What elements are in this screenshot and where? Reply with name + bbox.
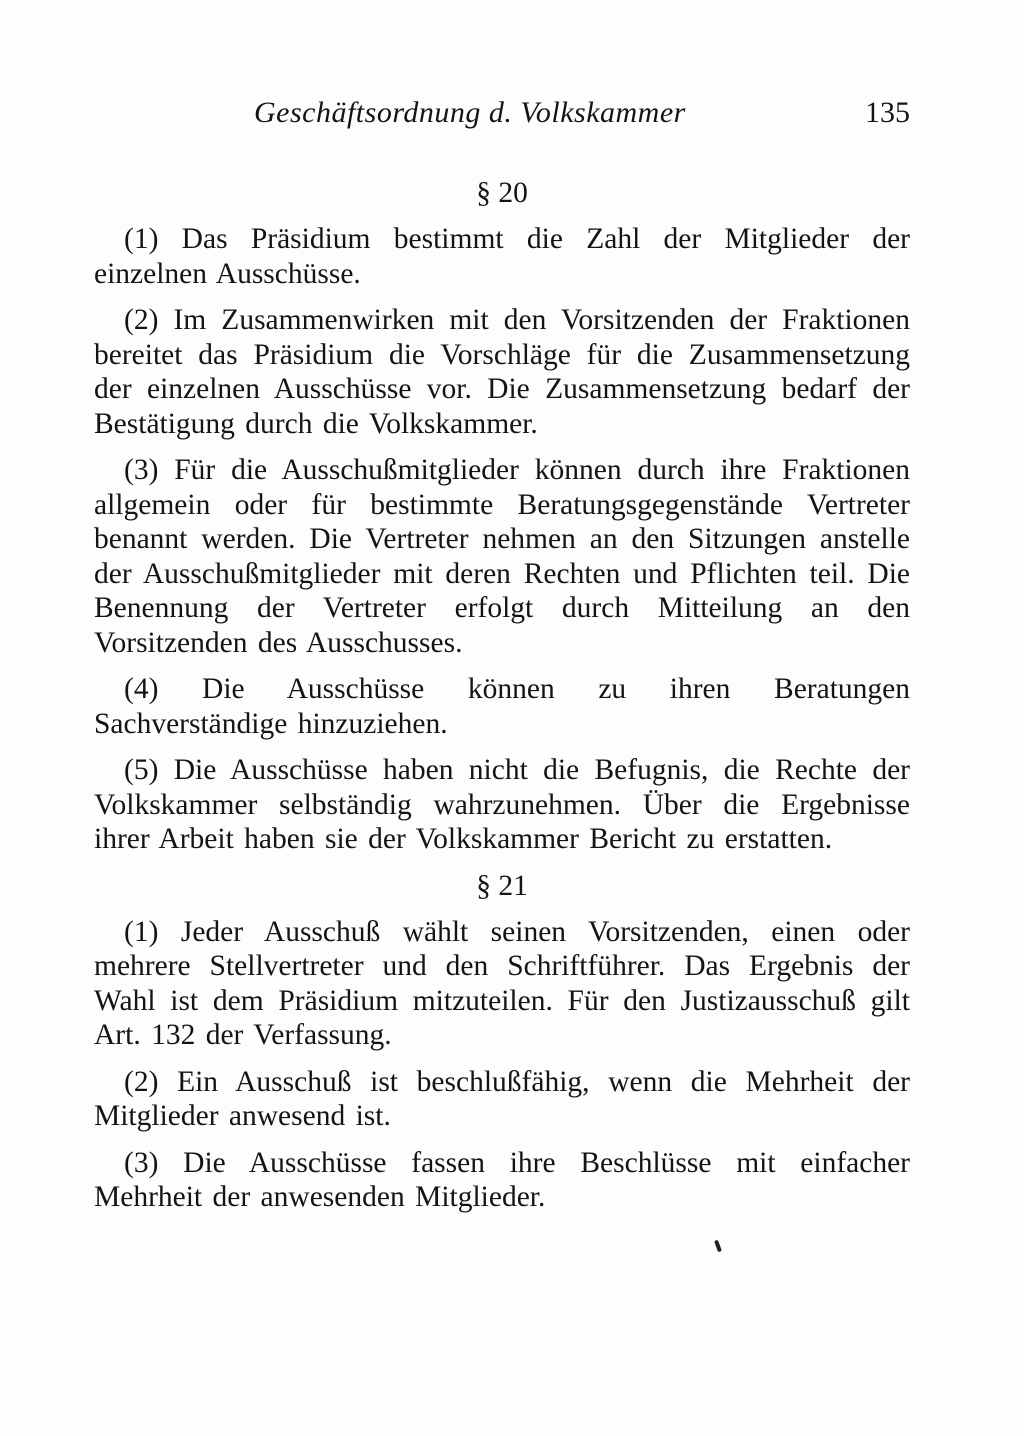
paragraph: (3) Die Ausschüsse fassen ihre Beschlüsse mit einfacher Mehrheit der anwesenden Mitglieder.: [94, 1146, 910, 1213]
paragraph: (1) Das Präsidium bestimmt die Zahl der Mitglieder der einzelnen Ausschüsse.: [94, 223, 910, 290]
paragraph: (5) Die Ausschüsse haben nicht die Befugnis, die Rechte der Volkskammer selbständig wahrzunehmen. Über die Ergebnisse ihrer Arbeit haben sie der Volkskammer Bericht zu erstatten.: [94, 754, 910, 855]
section-heading: § 21: [476, 869, 528, 902]
paragraph: (1) Jeder Ausschuß wählt seinen Vorsitzenden, einen oder mehrere Stellvertreter und den Schriftführer. Das Ergebnis der Wahl ist dem Präsidium mitzuteilen. Für den Justizausschuß gilt Art. 132 der Verfassung.: [94, 915, 910, 1051]
paragraph: (3) Für die Ausschußmitglieder können durch ihre Fraktionen allgemein oder für bestimmte Beratungsgegenstände Vertreter benannt werden. Die Vertreter nehmen an den Sitzungen anstelle der Ausschußmitglieder mit deren Rechten und Pflichten teil. Die Benennung der Vertreter erfolgt durch Mitteilung an den Vorsitzenden des Ausschusses.: [94, 454, 910, 659]
paragraph: (2) Ein Ausschuß ist beschlußfähig, wenn die Mehrheit der Mitglieder anwesend ist.: [94, 1065, 910, 1132]
ink-speck: [714, 1240, 722, 1253]
running-head: [94, 96, 910, 140]
section-21: [94, 869, 910, 1215]
page-number: 135: [865, 96, 910, 129]
paragraph: (4) Die Ausschüsse können zu ihren Beratungen Sachverständige hinzuziehen.: [94, 673, 910, 740]
running-title: Geschäftsordnung d. Volkskammer: [254, 96, 686, 129]
section-20: [94, 176, 910, 857]
paragraph: (2) Im Zusammenwirken mit den Vorsitzenden der Fraktionen bereitet das Präsidium die Vorschläge für die Zusammensetzung der einzelnen Ausschüsse vor. Die Zusammensetzung bedarf der Bestätigung durch die Volkskammer.: [94, 304, 910, 440]
body-text: [94, 176, 910, 1227]
section-heading: § 20: [476, 177, 528, 209]
